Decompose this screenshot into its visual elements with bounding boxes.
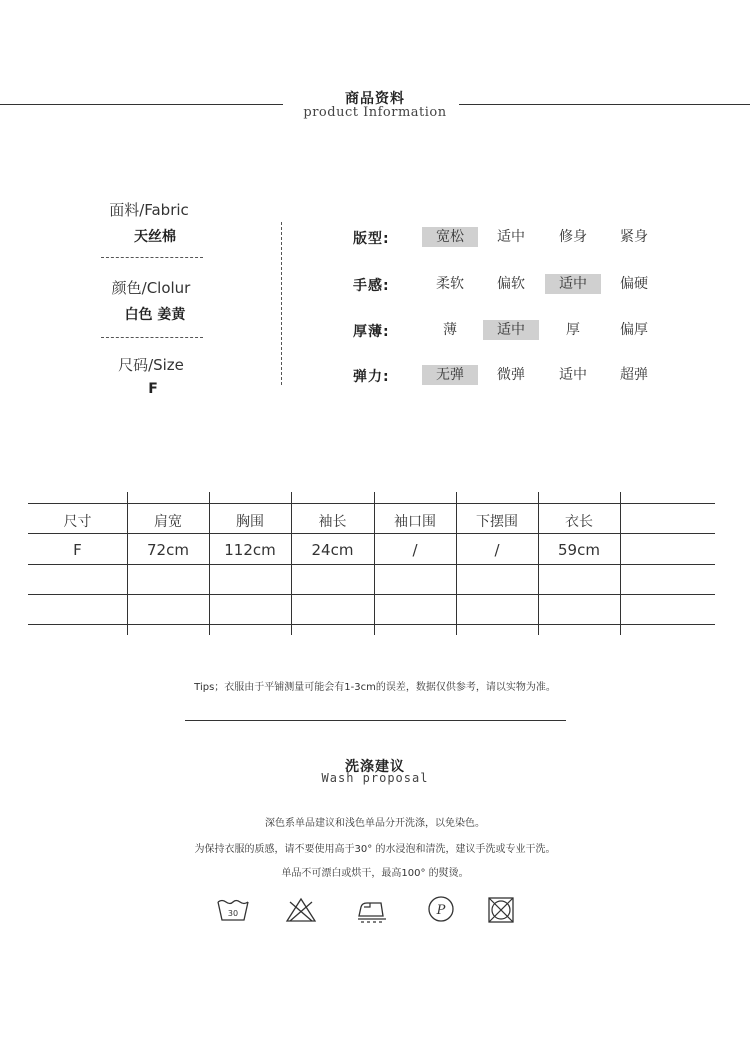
size-label: 尺码/Size — [118, 356, 184, 374]
table-header-cell: 肩宽 — [154, 514, 182, 530]
table-rule — [28, 594, 715, 595]
wash-line-2: 为保持衣服的质感，请不要使用高于30° 的水浸泡和清洗，建议手洗或专业干洗。 — [194, 844, 556, 855]
wash-30-icon — [216, 896, 250, 924]
attribute-option-selected: 适中 — [545, 274, 601, 294]
tips-text: Tips；衣服由于平铺测量可能会有1-3cm的误差，数据仅供参考，请以实物为准。 — [194, 682, 556, 693]
attribute-option: 偏厚 — [620, 322, 648, 338]
attribute-option: 紧身 — [620, 229, 648, 245]
no-tumble-dry-icon — [484, 896, 518, 924]
color-label: 颜色/Clolur — [111, 279, 191, 297]
wash-line-1: 深色系单品建议和浅色单品分开洗涤，以免染色。 — [265, 818, 485, 829]
attribute-label: 弹力: — [353, 369, 390, 385]
dry-clean-p-icon — [424, 896, 458, 924]
table-cell: 59cm — [558, 541, 600, 559]
wash-temp-label: 30 — [227, 909, 239, 918]
table-header-cell: 胸围 — [236, 514, 264, 530]
info-divider-1 — [101, 257, 203, 258]
fabric-value: 天丝棉 — [134, 229, 176, 245]
attribute-label: 手感: — [353, 278, 390, 294]
wash-title: 洗涤建议 — [345, 759, 405, 775]
attribute-label: 厚薄: — [353, 324, 390, 340]
table-header-cell: 尺寸 — [63, 514, 92, 530]
attribute-option: 微弹 — [497, 367, 525, 383]
table-cell: F — [73, 541, 82, 559]
attribute-label: 版型: — [353, 231, 390, 247]
no-bleach-icon — [284, 896, 318, 924]
fabric-label: 面料/Fabric — [109, 201, 189, 219]
table-cell: 112cm — [224, 541, 276, 559]
page-title: 商品资料 — [345, 91, 405, 107]
table-cell: 72cm — [147, 541, 189, 559]
table-rule — [28, 503, 715, 504]
attribute-option: 偏软 — [497, 276, 525, 292]
attribute-option: 柔软 — [436, 276, 464, 292]
table-rule — [28, 564, 715, 565]
table-header-cell: 下摆围 — [476, 514, 518, 530]
color-value: 白色 姜黄 — [124, 307, 186, 323]
wash-line-3: 单品不可漂白或烘干，最高100° 的熨烫。 — [281, 868, 469, 879]
attribute-option: 薄 — [443, 322, 457, 338]
attribute-option: 适中 — [497, 229, 525, 245]
attribute-option: 厚 — [566, 322, 580, 338]
size-value: F — [148, 381, 158, 397]
attribute-option: 适中 — [559, 367, 587, 383]
attribute-option: 修身 — [559, 229, 587, 245]
table-rule — [28, 533, 715, 534]
info-vertical-divider — [281, 222, 282, 385]
page-subtitle: product Information — [303, 105, 447, 120]
info-divider-2 — [101, 337, 203, 338]
wash-subtitle: Wash proposal — [321, 771, 429, 785]
table-cell: / — [494, 541, 500, 559]
attribute-option: 超弹 — [620, 367, 648, 383]
table-cell: 24cm — [311, 541, 354, 559]
table-column-divider — [620, 492, 621, 635]
iron-icon — [355, 896, 389, 924]
attribute-option-selected: 宽松 — [422, 227, 478, 247]
table-cell: / — [412, 541, 418, 559]
table-rule — [28, 624, 715, 625]
tips-divider — [185, 720, 566, 721]
attribute-option-selected: 适中 — [483, 320, 539, 340]
attribute-option: 偏硬 — [620, 276, 648, 292]
attribute-option-selected: 无弹 — [422, 365, 478, 385]
table-header-cell: 袖口围 — [394, 514, 436, 530]
dry-clean-letter: P — [436, 903, 446, 918]
table-header-cell: 袖长 — [318, 514, 347, 530]
table-header-cell: 衣长 — [565, 514, 593, 530]
